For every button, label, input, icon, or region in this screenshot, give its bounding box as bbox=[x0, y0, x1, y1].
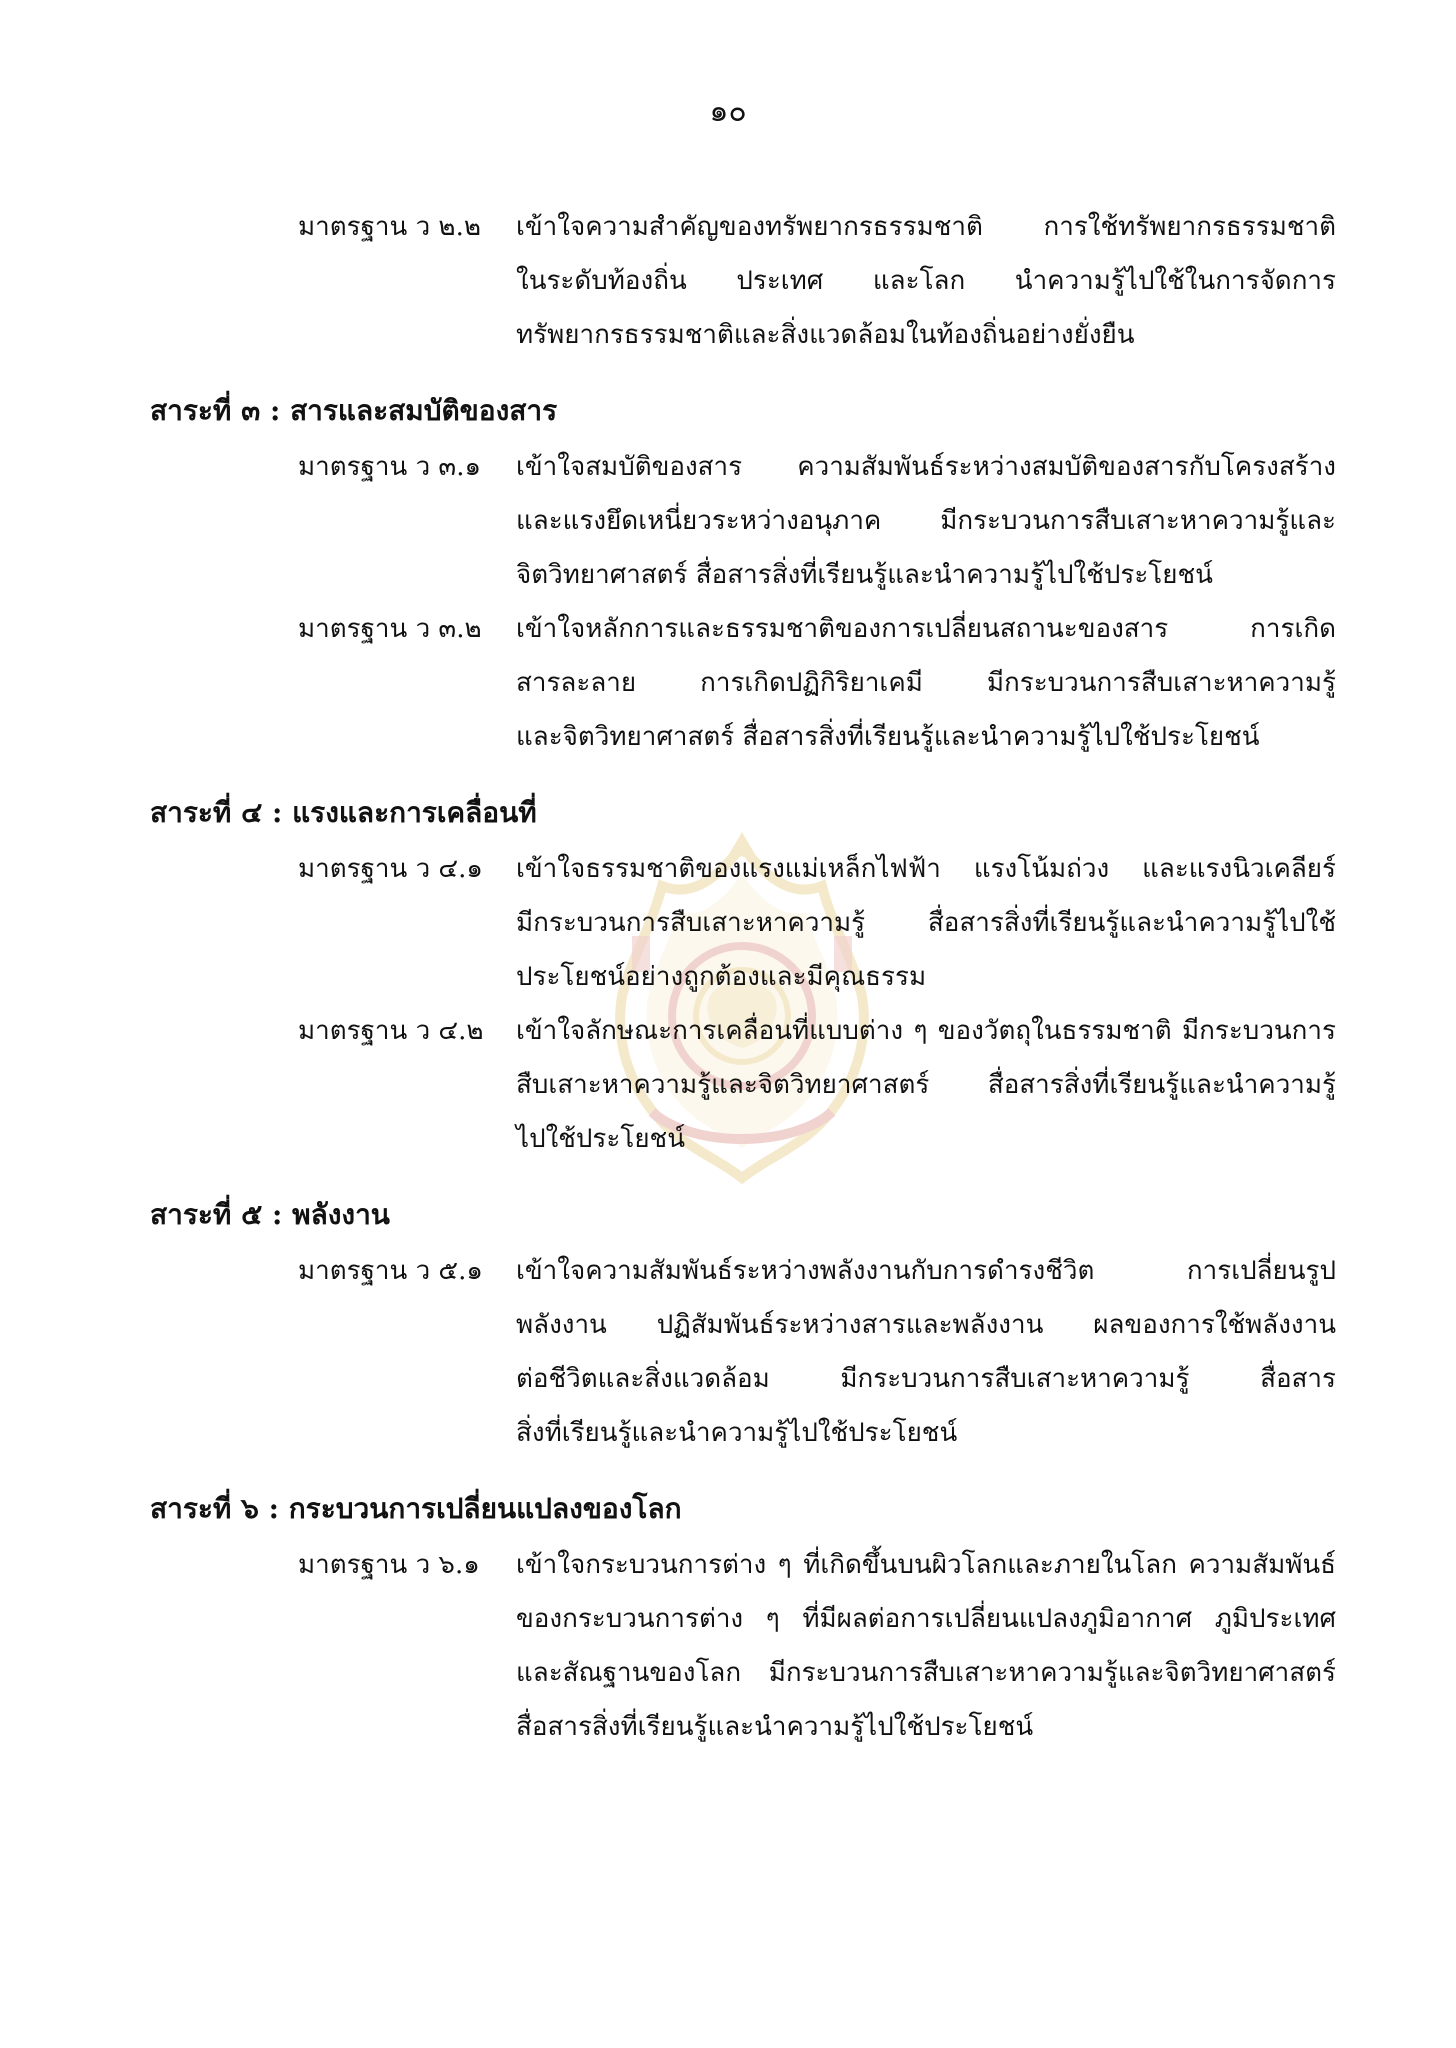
standard-line: และสัณฐานของโลก มีกระบวนการสืบเสาะหาความรู้และจิตวิทยาศาสตร์ bbox=[516, 1658, 1336, 1688]
standard-line: พลังงาน ปฏิสัมพันธ์ระหว่างสารและพลังงาน ผลของการใช้พลังงาน bbox=[516, 1310, 1336, 1340]
standard-line: เข้าใจความสำคัญของทรัพยากรธรรมชาติ การใช้ทรัพยากรธรรมชาติ bbox=[516, 212, 1336, 242]
standard-code: มาตรฐาน ว ๓.๒ bbox=[298, 614, 482, 644]
standard-code: มาตรฐาน ว ๖.๑ bbox=[298, 1550, 480, 1580]
standard-line: เข้าใจลักษณะการเคลื่อนที่แบบต่าง ๆ ของวัตถุในธรรมชาติ มีกระบวนการ bbox=[516, 1016, 1336, 1046]
standard-description bbox=[516, 842, 1336, 1004]
strand-6 bbox=[150, 1480, 1336, 1754]
strand-4 bbox=[150, 784, 1336, 1166]
standard-2-2 bbox=[298, 200, 1336, 362]
standard-description bbox=[516, 602, 1336, 764]
strand-title: สาระที่ ๖ : กระบวนการเปลี่ยนแปลงของโลก bbox=[150, 1492, 682, 1525]
standard-3-2 bbox=[298, 602, 1336, 764]
standard-line: จิตวิทยาศาสตร์ สื่อสารสิ่งที่เรียนรู้และนำความรู้ไปใช้ประโยชน์ bbox=[516, 560, 1213, 590]
standard-description bbox=[516, 1004, 1336, 1166]
standard-code: มาตรฐาน ว ๕.๑ bbox=[298, 1256, 483, 1286]
standard-line: สื่อสารสิ่งที่เรียนรู้และนำความรู้ไปใช้ประโยชน์ bbox=[516, 1712, 1034, 1742]
standard-line: ไปใช้ประโยชน์ bbox=[516, 1124, 685, 1154]
standard-line: สารละลาย การเกิดปฏิกิริยาเคมี มีกระบวนการสืบเสาะหาความรู้ bbox=[516, 668, 1336, 698]
standard-line: เข้าใจสมบัติของสาร ความสัมพันธ์ระหว่างสมบัติของสารกับโครงสร้าง bbox=[516, 452, 1336, 482]
document-body bbox=[150, 200, 1336, 1754]
standard-6-1 bbox=[298, 1538, 1336, 1754]
standard-line: เข้าใจหลักการและธรรมชาติของการเปลี่ยนสถานะของสาร การเกิด bbox=[516, 614, 1336, 644]
standard-3-1 bbox=[298, 440, 1336, 602]
standard-description bbox=[516, 1244, 1336, 1460]
standard-description bbox=[516, 1538, 1336, 1754]
standard-line: ในระดับท้องถิ่น ประเทศ และโลก นำความรู้ไปใช้ในการจัดการ bbox=[516, 266, 1336, 296]
standard-code: มาตรฐาน ว ๓.๑ bbox=[298, 452, 481, 482]
strand-3 bbox=[150, 382, 1336, 764]
standard-line: เข้าใจกระบวนการต่าง ๆ ที่เกิดขึ้นบนผิวโลกและภายในโลก ความสัมพันธ์ bbox=[516, 1550, 1336, 1580]
standard-line: ต่อชีวิตและสิ่งแวดล้อม มีกระบวนการสืบเสาะหาความรู้ สื่อสาร bbox=[516, 1364, 1336, 1394]
standard-code: มาตรฐาน ว ๔.๒ bbox=[298, 1016, 484, 1046]
standard-line: ประโยชน์อย่างถูกต้องและมีคุณธรรม bbox=[516, 962, 927, 992]
strand-title: สาระที่ ๔ : แรงและการเคลื่อนที่ bbox=[150, 796, 537, 829]
standard-code: มาตรฐาน ว ๔.๑ bbox=[298, 854, 483, 884]
standard-line: และแรงยึดเหนี่ยวระหว่างอนุภาค มีกระบวนการสืบเสาะหาความรู้และ bbox=[516, 506, 1336, 536]
standard-line: มีกระบวนการสืบเสาะหาความรู้ สื่อสารสิ่งที่เรียนรู้และนำความรู้ไปใช้ bbox=[516, 908, 1336, 938]
standard-line: ของกระบวนการต่าง ๆ ที่มีผลต่อการเปลี่ยนแปลงภูมิอากาศ ภูมิประเทศ bbox=[516, 1604, 1336, 1634]
standard-line: สิ่งที่เรียนรู้และนำความรู้ไปใช้ประโยชน์ bbox=[516, 1418, 958, 1448]
standard-code: มาตรฐาน ว ๒.๒ bbox=[298, 212, 481, 242]
strand-5 bbox=[150, 1186, 1336, 1460]
standard-4-2 bbox=[298, 1004, 1336, 1166]
standard-line: เข้าใจความสัมพันธ์ระหว่างพลังงานกับการดำรงชีวิต การเปลี่ยนรูป bbox=[516, 1256, 1336, 1286]
standard-4-1 bbox=[298, 842, 1336, 1004]
standard-line: ทรัพยากรธรรมชาติและสิ่งแวดล้อมในท้องถิ่นอย่างยั่งยืน bbox=[516, 320, 1135, 350]
standard-description bbox=[516, 200, 1336, 362]
standard-description bbox=[516, 440, 1336, 602]
strand-title: สาระที่ ๓ : สารและสมบัติของสาร bbox=[150, 394, 558, 427]
standard-line: และจิตวิทยาศาสตร์ สื่อสารสิ่งที่เรียนรู้และนำความรู้ไปใช้ประโยชน์ bbox=[516, 722, 1260, 752]
standard-line: สืบเสาะหาความรู้และจิตวิทยาศาสตร์ สื่อสารสิ่งที่เรียนรู้และนำความรู้ bbox=[516, 1070, 1336, 1100]
page-number: ๑๐ bbox=[709, 94, 747, 129]
standard-line: เข้าใจธรรมชาติของแรงแม่เหล็กไฟฟ้า แรงโน้มถ่วง และแรงนิวเคลียร์ bbox=[516, 854, 1336, 884]
standard-5-1 bbox=[298, 1244, 1336, 1460]
strand-title: สาระที่ ๕ : พลังงาน bbox=[150, 1198, 390, 1231]
